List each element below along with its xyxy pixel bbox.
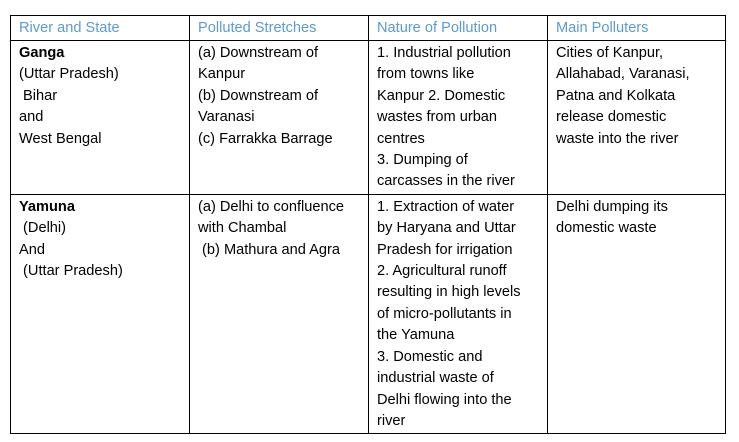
polluted-stretches-cell xyxy=(190,41,369,195)
nature-line: 1. Extraction of water xyxy=(377,198,515,215)
stretch-line: (a) Delhi to confluence xyxy=(198,198,345,215)
header-polluted-stretches: Polluted Stretches xyxy=(190,16,369,41)
nature-line: river xyxy=(377,412,406,429)
nature-line: Pradesh for irrigation xyxy=(377,241,513,258)
state-line: Bihar xyxy=(19,87,58,104)
river-name: Ganga xyxy=(19,45,65,61)
nature-line: 3. Dumping of xyxy=(377,152,468,169)
main-polluters-cell xyxy=(548,41,726,195)
river-state-cell xyxy=(11,194,190,433)
nature-line: Delhi flowing into the xyxy=(377,391,512,408)
stretch-line: (b) Mathura and Agra xyxy=(198,241,340,258)
polluter-line: domestic waste xyxy=(556,220,657,237)
table-header-row xyxy=(11,16,726,41)
nature-of-pollution-cell xyxy=(369,41,548,195)
nature-line: from towns like xyxy=(377,66,475,83)
table-row-yamuna xyxy=(11,194,726,433)
polluted-stretches-cell xyxy=(190,194,369,433)
pollution-table xyxy=(10,15,726,434)
nature-line: wastes from urban xyxy=(377,109,498,126)
polluter-line: Cities of Kanpur, xyxy=(556,45,664,61)
polluter-line: release domestic xyxy=(556,109,667,126)
nature-line: carcasses in the river xyxy=(377,173,515,190)
nature-line: 2. Agricultural runoff xyxy=(377,263,507,280)
polluter-line: waste into the river xyxy=(556,130,679,147)
river-state-cell xyxy=(11,41,190,195)
polluter-line: Delhi dumping its xyxy=(556,198,668,215)
nature-of-pollution-cell xyxy=(369,194,548,433)
stretch-line: Varanasi xyxy=(198,109,255,126)
stretch-line: with Chambal xyxy=(198,220,287,237)
polluter-line: Patna and Kolkata xyxy=(556,87,676,104)
nature-line: of micro-pollutants in xyxy=(377,305,512,322)
state-line: (Delhi) xyxy=(19,220,67,237)
river-name: Yamuna xyxy=(19,198,75,215)
nature-line: industrial waste of xyxy=(377,370,494,387)
nature-line: resulting in high levels xyxy=(377,284,521,301)
nature-line: Kanpur 2. Domestic xyxy=(377,87,506,104)
nature-line: 1. Industrial pollution xyxy=(377,45,511,61)
table-row-ganga xyxy=(11,41,726,195)
nature-line: the Yamuna xyxy=(377,327,455,344)
stretch-line: Kanpur xyxy=(198,66,246,83)
main-polluters-cell xyxy=(548,194,726,433)
nature-line: 3. Domestic and xyxy=(377,348,483,365)
state-line: West Bengal xyxy=(19,130,102,147)
nature-line: by Haryana and Uttar xyxy=(377,220,516,237)
header-river-and-state: River and State xyxy=(11,16,190,41)
state-line: And xyxy=(19,241,45,258)
nature-line: centres xyxy=(377,130,425,147)
polluter-line: Allahabad, Varanasi, xyxy=(556,66,690,83)
state-line: and xyxy=(19,109,44,126)
stretch-line: (b) Downstream of xyxy=(198,87,319,104)
stretch-line: (c) Farrakka Barrage xyxy=(198,130,333,147)
stretch-line: (a) Downstream of xyxy=(198,45,319,61)
state-line: (Uttar Pradesh) xyxy=(19,263,123,280)
state-line: (Uttar Pradesh) xyxy=(19,66,119,83)
header-nature-of-pollution: Nature of Pollution xyxy=(369,16,548,41)
header-main-polluters: Main Polluters xyxy=(548,16,726,41)
